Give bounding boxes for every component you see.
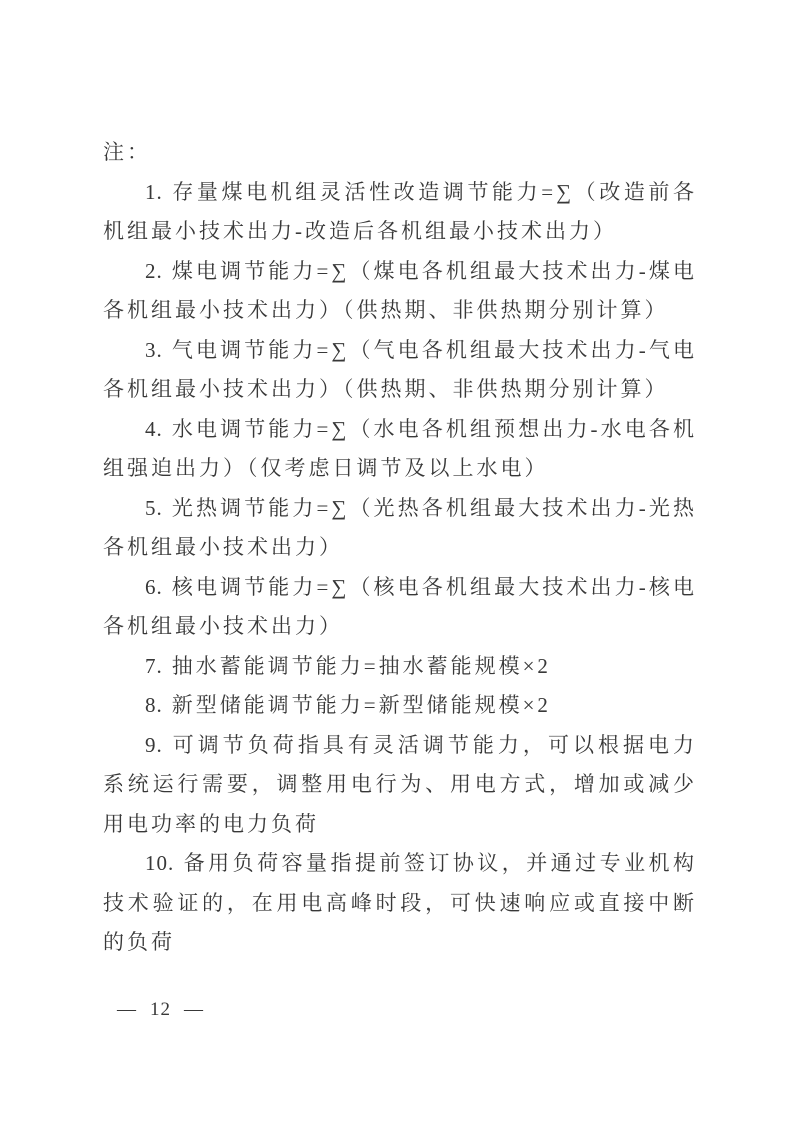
note-text: 可调节负荷指具有灵活调节能力，可以根据电力系统运行需要，调整用电行为、用电方式，增加或减少用电功率的电力负荷 [103,732,697,836]
page-number: 12 [150,999,171,1020]
note-number: 6. [145,574,163,599]
note-item-4 [103,410,697,489]
note-item-6 [103,568,697,647]
note-number: 7. [145,653,163,678]
note-item-7 [103,647,697,687]
note-label: 注： [103,140,151,164]
note-item-2 [103,252,697,331]
note-text: 光热调节能力=∑（光热各机组最大技术出力-光热各机组最小技术出力） [103,495,697,559]
note-number: 2. [145,258,163,283]
note-number: 9. [145,732,163,757]
note-number: 5. [145,495,163,520]
page-footer [117,999,204,1021]
note-item-1 [103,173,697,252]
note-text: 新型储能调节能力=新型储能规模×2 [171,693,551,717]
note-text: 水电调节能力=∑（水电各机组预想出力-水电各机组强迫出力）（仅考虑日调节及以上水电） [103,416,697,480]
note-item-10 [103,844,697,963]
note-text: 气电调节能力=∑（气电各机组最大技术出力-气电各机组最小技术出力）（供热期、非供热期分别计算） [103,337,697,401]
page-number-dash-left: — [117,999,137,1020]
page-number-dash-right: — [184,999,204,1020]
note-number: 1. [145,179,163,204]
note-text: 备用负荷容量指提前签订协议，并通过专业机构技术验证的，在用电高峰时段，可快速响应或直接中断的负荷 [103,851,697,954]
note-item-3 [103,331,697,410]
note-item-9 [103,726,697,845]
note-number: 8. [145,693,163,717]
notes-section [103,133,697,963]
note-text: 煤电调节能力=∑（煤电各机组最大技术出力-煤电各机组最小技术出力）（供热期、非供热期分别计算） [103,258,697,322]
note-text: 存量煤电机组灵活性改造调节能力=∑（改造前各机组最小技术出力-改造后各机组最小技术出力） [103,179,697,243]
note-number: 3. [145,337,163,362]
note-item-8 [103,686,697,726]
note-item-5 [103,489,697,568]
note-number: 4. [145,416,163,441]
note-number: 10. [145,851,175,875]
note-text: 抽水蓄能调节能力=抽水蓄能规模×2 [171,653,551,678]
note-text: 核电调节能力=∑（核电各机组最大技术出力-核电各机组最小技术出力） [103,574,697,638]
